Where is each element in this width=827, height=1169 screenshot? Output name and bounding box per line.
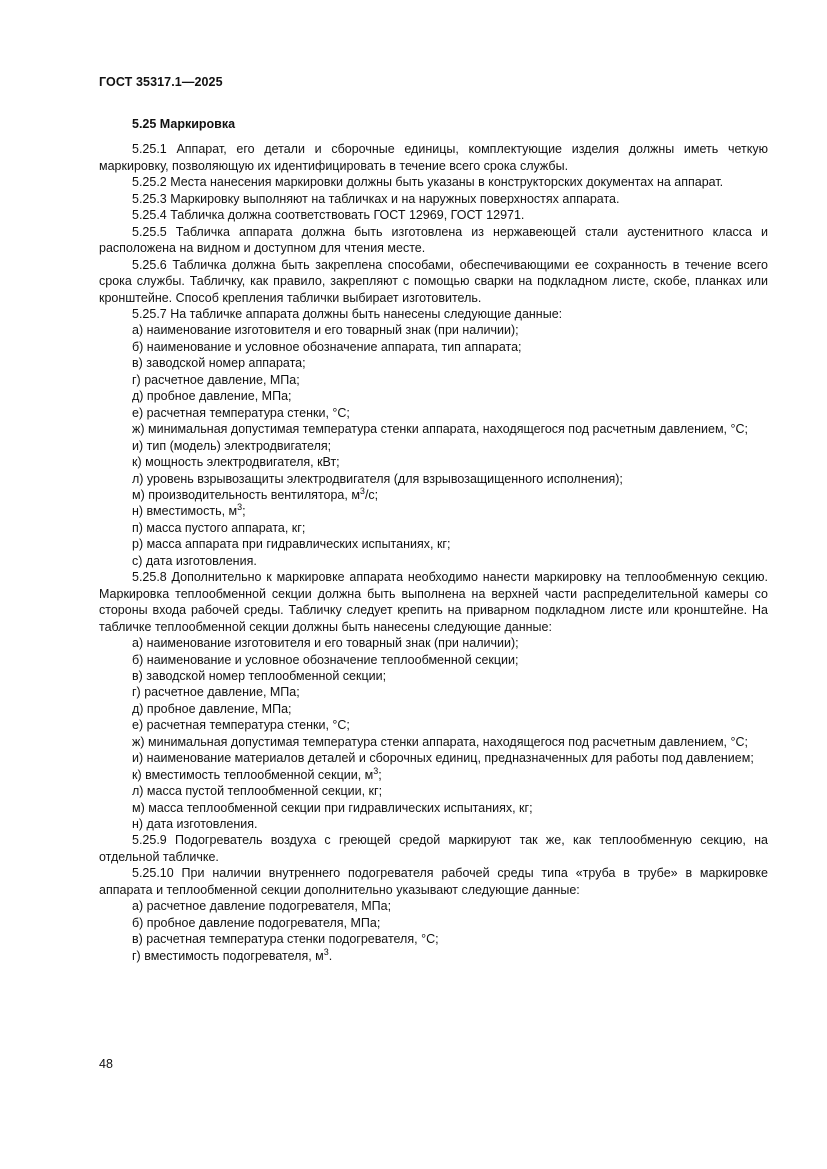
paragraph (99, 898, 768, 914)
paragraph-text: 5.25.2 Места нанесения маркировки должны быть указаны в конструкторских документах на аппарат. (132, 175, 724, 190)
paragraph (99, 257, 768, 306)
paragraph (99, 405, 768, 421)
paragraph-text: а) наименование изготовителя и его товарный знак (при наличии); (132, 323, 519, 338)
paragraph-text-suffix: /с; (364, 487, 379, 502)
paragraph (99, 684, 768, 700)
paragraph-text: и) тип (модель) электродвигателя; (132, 438, 332, 453)
paragraph-text: ж) минимальная допустимая температура стенки аппарата, находящегося под расчетным давлением, °C; (132, 734, 748, 749)
paragraph (99, 306, 768, 322)
paragraph-text: 5.25.6 Табличка должна быть закреплена способами, обеспечивающими ее сохранность в течение всего срока службы. Табличку, как правило, закрепляют с помощью сварки на подкладном листе, скобе, планках или кронштейне. Способ крепления таблички выбирает изготовитель. (99, 257, 768, 305)
section-title: 5.25 Маркировка (132, 117, 236, 131)
paragraph (99, 948, 768, 964)
paragraph (99, 816, 768, 832)
paragraph-text: р) масса аппарата при гидравлических испытаниях, кг; (132, 537, 451, 552)
paragraph (99, 767, 768, 783)
paragraph (99, 421, 768, 437)
paragraph (99, 520, 768, 536)
paragraph-text: м) масса теплообменной секции при гидравлических испытаниях, кг; (132, 800, 533, 815)
paragraph (99, 388, 768, 404)
paragraph-text: л) уровень взрывозащиты электродвигателя (для взрывозащищенного исполнения); (132, 471, 623, 486)
paragraph (99, 652, 768, 668)
paragraph-text: е) расчетная температура стенки, °C; (132, 405, 350, 420)
paragraph-list (99, 141, 768, 964)
superscript-exponent: 3 (237, 502, 243, 513)
paragraph (99, 471, 768, 487)
paragraph-text: 5.25.10 При наличии внутреннего подогревателя рабочей среды типа «труба в трубе» в маркировке аппарата и теплообменной секции дополнительно указывают следующие данные: (99, 866, 768, 897)
paragraph-text: г) расчетное давление, МПа; (132, 372, 300, 387)
paragraph-text: б) наименование и условное обозначение теплообменной секции; (132, 652, 519, 667)
paragraph-text: 5.25.3 Маркировку выполняют на табличках и на наружных поверхностях аппарата. (132, 191, 620, 206)
paragraph-text: л) масса пустой теплообменной секции, кг; (132, 784, 383, 799)
document-body (99, 116, 768, 964)
superscript-exponent: 3 (359, 485, 365, 496)
paragraph-text: г) расчетное давление, МПа; (132, 685, 300, 700)
paragraph-text: 5.25.5 Табличка аппарата должна быть изготовлена из нержавеющей стали аустенитного класса и расположена на видном и доступном для чтения месте. (99, 224, 768, 256)
paragraph (99, 931, 768, 947)
paragraph-text: а) наименование изготовителя и его товарный знак (при наличии); (132, 636, 519, 651)
paragraph (99, 734, 768, 750)
paragraph-text: 5.25.9 Подогреватель воздуха с греющей средой маркируют так же, как теплообменную секцию, на отдельной табличке. (99, 833, 768, 864)
paragraph-text: к) вместимость теплообменной секции, м (132, 767, 374, 782)
paragraph-text: г) вместимость подогревателя, м (132, 948, 324, 963)
paragraph (99, 635, 768, 651)
paragraph (99, 322, 768, 338)
paragraph (99, 355, 768, 371)
paragraph-text: е) расчетная температура стенки, °C; (132, 718, 350, 733)
paragraph-text-suffix: ; (378, 767, 382, 782)
paragraph-text-suffix: ; (242, 504, 246, 519)
paragraph (99, 750, 768, 766)
paragraph-text: б) пробное давление подогревателя, МПа; (132, 915, 381, 930)
paragraph (99, 207, 768, 223)
paragraph (99, 783, 768, 799)
paragraph-text: б) наименование и условное обозначение аппарата, тип аппарата; (132, 339, 522, 354)
paragraph (99, 224, 768, 257)
paragraph (99, 865, 768, 898)
paragraph-text: в) заводской номер теплообменной секции; (132, 668, 387, 683)
paragraph (99, 487, 768, 503)
paragraph-text: в) заводской номер аппарата; (132, 356, 306, 371)
paragraph-text: с) дата изготовления. (132, 553, 257, 568)
paragraph (99, 832, 768, 865)
paragraph (99, 915, 768, 931)
paragraph-text: н) вместимость, м (132, 504, 238, 519)
paragraph (99, 536, 768, 552)
paragraph-text: а) расчетное давление подогревателя, МПа; (132, 899, 392, 914)
paragraph-text: н) дата изготовления. (132, 817, 258, 832)
paragraph-text: д) пробное давление, МПа; (132, 389, 292, 404)
paragraph-text: 5.25.7 На табличке аппарата должны быть нанесены следующие данные: (132, 306, 563, 321)
paragraph-text: ж) минимальная допустимая температура стенки аппарата, находящегося под расчетным давлением, °C; (132, 422, 748, 437)
paragraph-text: д) пробное давление, МПа; (132, 701, 292, 716)
superscript-exponent: 3 (373, 765, 379, 776)
paragraph (99, 339, 768, 355)
paragraph-text: м) производительность вентилятора, м (132, 487, 360, 502)
paragraph-text: 5.25.8 Дополнительно к маркировке аппарата необходимо нанести маркировку на теплообменную секцию. Маркировка теплообменной секции должна быть выполнена на верхней части распределительной камеры со стороны входа рабочей среды. Табличку следует крепить на приварном подкладном листе или кронштейне. На табличке теплообменной секции должны быть нанесены следующие данные: (99, 570, 768, 634)
paragraph-text: в) расчетная температура стенки подогревателя, °C; (132, 932, 439, 947)
paragraph (99, 717, 768, 733)
paragraph (99, 141, 768, 174)
paragraph-text: п) масса пустого аппарата, кг; (132, 520, 306, 535)
page-number: 48 (99, 1057, 113, 1071)
paragraph (99, 174, 768, 190)
paragraph (99, 668, 768, 684)
paragraph (99, 454, 768, 470)
paragraph (99, 800, 768, 816)
paragraph (99, 553, 768, 569)
paragraph-text: и) наименование материалов деталей и сборочных единиц, предназначенных для работы под давлением; (132, 751, 754, 766)
paragraph (99, 569, 768, 635)
paragraph-text: 5.25.4 Табличка должна соответствовать ГОСТ 12969, ГОСТ 12971. (132, 208, 525, 223)
paragraph (99, 372, 768, 388)
paragraph-text-suffix: . (328, 948, 333, 963)
paragraph (99, 701, 768, 717)
paragraph (99, 438, 768, 454)
paragraph (99, 191, 768, 207)
paragraph-text: к) мощность электродвигателя, кВт; (132, 455, 340, 470)
paragraph-text: 5.25.1 Аппарат, его детали и сборочные единицы, комплектующие изделия должны иметь четкую маркировку, позволяющую их идентифицировать в течение всего срока службы. (99, 142, 768, 173)
superscript-exponent: 3 (323, 946, 329, 957)
paragraph (99, 503, 768, 519)
standard-designation: ГОСТ 35317.1—2025 (99, 75, 223, 89)
